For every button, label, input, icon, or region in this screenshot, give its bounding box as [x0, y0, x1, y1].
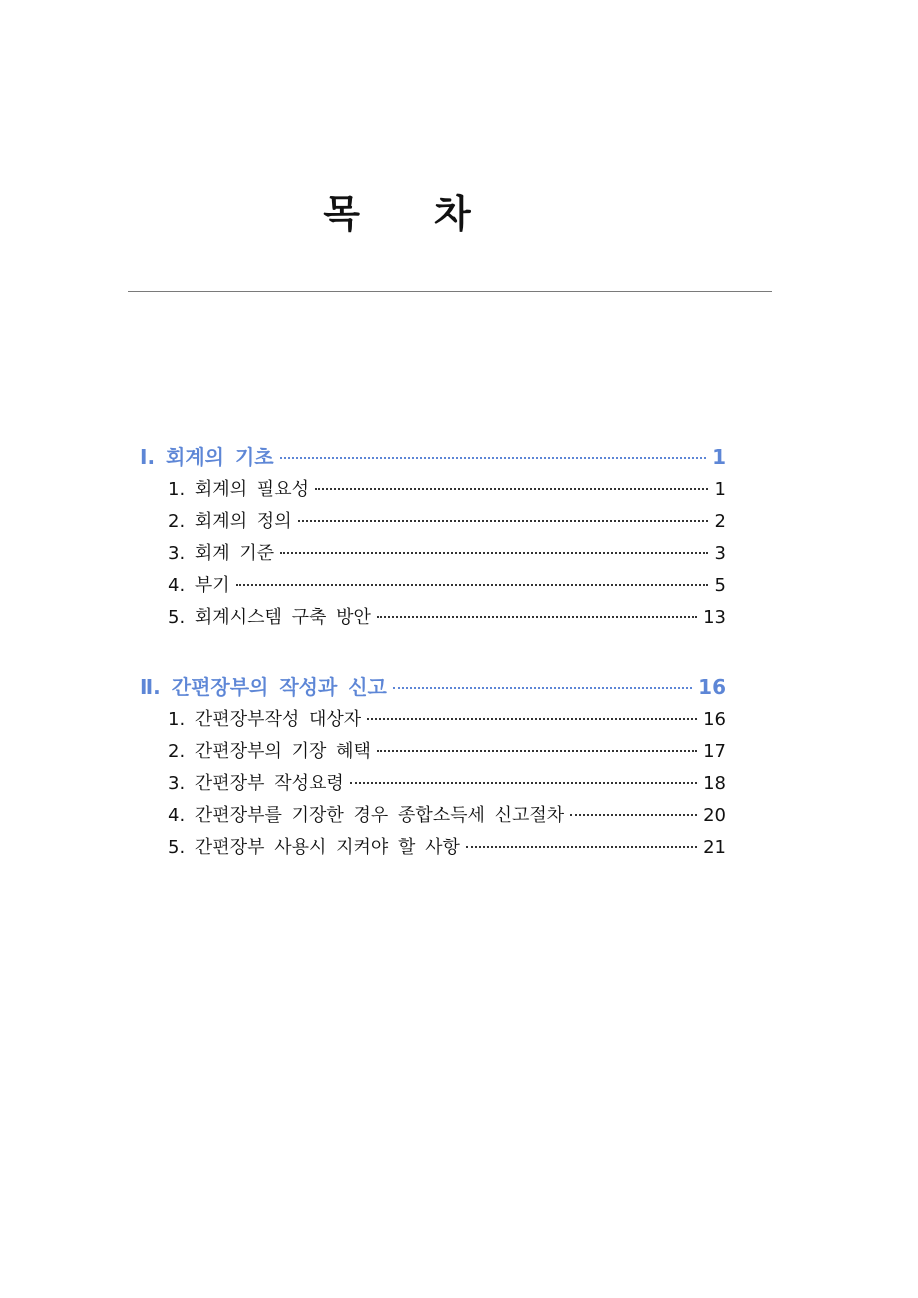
toc-section-1 [140, 440, 726, 634]
dot-leader [350, 782, 697, 784]
toc-chapter-1[interactable] [140, 440, 726, 474]
toc-item[interactable] [140, 704, 726, 736]
toc-item-label: 1. 간편장부작성 대상자 [168, 709, 362, 730]
toc-page-number: 20 [703, 805, 726, 826]
toc-page-number: 17 [703, 741, 726, 762]
toc-page-number: 2 [714, 511, 726, 532]
dot-leader [236, 584, 708, 586]
toc-item-label: 5. 회계시스템 구축 방안 [168, 607, 371, 628]
toc-item[interactable] [140, 736, 726, 768]
dot-leader [280, 457, 706, 459]
dot-leader [377, 750, 697, 752]
title-divider [128, 291, 772, 292]
dot-leader [298, 520, 708, 522]
dot-leader [280, 552, 708, 554]
toc-chapter-label: Ⅰ. 회계의 기초 [140, 445, 274, 469]
toc-item[interactable] [140, 474, 726, 506]
toc-item-label: 3. 간편장부 작성요령 [168, 773, 344, 794]
toc-page-number: 1 [712, 445, 726, 469]
toc-item-label: 3. 회계 기준 [168, 543, 275, 564]
toc-item[interactable] [140, 800, 726, 832]
toc-chapter-2[interactable] [140, 670, 726, 704]
toc-item-label: 4. 간편장부를 기장한 경우 종합소득세 신고절차 [168, 805, 565, 826]
toc-item-label: 1. 회계의 필요성 [168, 479, 309, 500]
toc-item-label: 2. 간편장부의 기장 혜택 [168, 741, 371, 762]
toc-item[interactable] [140, 570, 726, 602]
toc-page-number: 21 [703, 837, 726, 858]
toc-section-2 [140, 670, 726, 864]
page-title: 목차 [323, 192, 545, 236]
toc-page-number: 18 [703, 773, 726, 794]
toc-item-label: 5. 간편장부 사용시 지켜야 할 사항 [168, 837, 460, 858]
toc-item[interactable] [140, 832, 726, 864]
toc-page-number: 13 [703, 607, 726, 628]
dot-leader [315, 488, 708, 490]
dot-leader [466, 846, 697, 848]
table-of-contents [140, 440, 726, 900]
toc-page-number: 5 [714, 575, 726, 596]
toc-item[interactable] [140, 768, 726, 800]
toc-page-number: 16 [698, 675, 726, 699]
toc-page-number: 1 [714, 479, 726, 500]
toc-item[interactable] [140, 506, 726, 538]
toc-page-number: 3 [714, 543, 726, 564]
dot-leader [377, 616, 697, 618]
dot-leader [367, 718, 697, 720]
toc-item[interactable] [140, 538, 726, 570]
dot-leader [393, 687, 692, 689]
toc-item-label: 4. 부기 [168, 575, 230, 596]
toc-item-label: 2. 회계의 정의 [168, 511, 292, 532]
toc-page-number: 16 [703, 709, 726, 730]
toc-item[interactable] [140, 602, 726, 634]
toc-chapter-label: Ⅱ. 간편장부의 작성과 신고 [140, 675, 387, 699]
dot-leader [570, 814, 697, 816]
